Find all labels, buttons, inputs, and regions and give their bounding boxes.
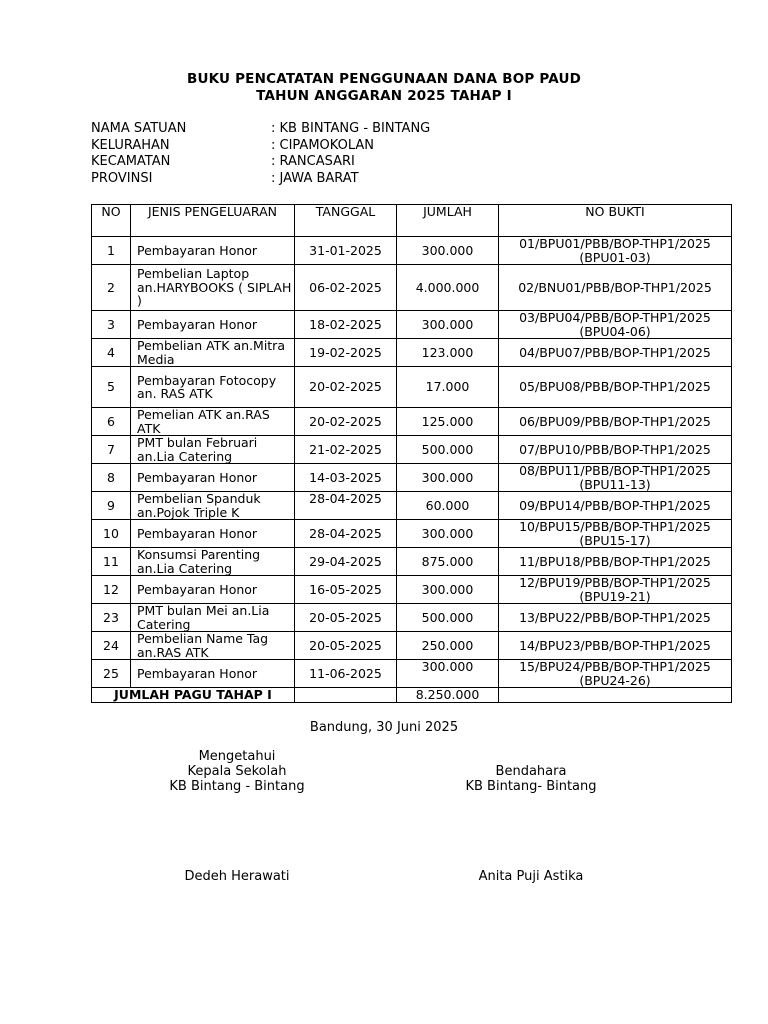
info-label: KECAMATAN (91, 154, 171, 169)
row-tanggal-cell: 06-02-2025 (295, 265, 397, 311)
table-row (92, 237, 732, 265)
row-tanggal-cell: 11-06-2025 (295, 660, 397, 688)
table-row (92, 311, 732, 339)
row-jenis-cell: Pembayaran Honor (131, 237, 295, 265)
row-no-cell: 23 (92, 604, 131, 632)
info-row (91, 121, 430, 138)
row-jenis-cell: PMT bulan Mei an.Lia Catering (131, 604, 295, 632)
header-tanggal: TANGGAL (295, 205, 397, 237)
table-row (92, 548, 732, 576)
row-bukti-cell: 02/BNU01/PBB/BOP-THP1/2025 (499, 265, 732, 311)
row-jumlah-cell: 250.000 (397, 632, 499, 660)
table-header-row (92, 205, 732, 237)
total-empty-cell (499, 688, 732, 703)
info-value: : KB BINTANG - BINTANG (271, 121, 431, 136)
row-tanggal-cell: 31-01-2025 (295, 237, 397, 265)
header-bukti: NO BUKTI (499, 205, 732, 237)
total-label: JUMLAH PAGU TAHAP I (92, 688, 295, 703)
row-jenis-cell: Pembelian ATK an.Mitra Media (131, 339, 295, 367)
row-jenis-cell: Pembelian Name Tag an.RAS ATK (131, 632, 295, 660)
row-bukti-cell: 07/BPU10/PBB/BOP-THP1/2025 (499, 436, 732, 464)
row-no-cell: 11 (92, 548, 131, 576)
row-tanggal-cell: 20-05-2025 (295, 632, 397, 660)
right-sign-line1: Bendahara (495, 764, 567, 779)
info-value: : CIPAMOKOLAN (271, 137, 374, 153)
row-no-cell: 12 (92, 576, 131, 604)
row-tanggal-cell: 18-02-2025 (295, 311, 397, 339)
left-sign-line1: Mengetahui (198, 749, 276, 764)
header-jumlah: JUMLAH (397, 205, 499, 237)
row-tanggal-cell: 16-05-2025 (295, 576, 397, 604)
info-value: : JAWA BARAT (271, 170, 359, 186)
row-jenis-cell: Pembayaran Honor (131, 311, 295, 339)
row-tanggal-cell: 20-02-2025 (295, 367, 397, 408)
row-jumlah-cell: 300.000 (397, 311, 499, 339)
row-bukti-cell: 15/BPU24/PBB/BOP-THP1/2025 (BPU24-26) (499, 660, 732, 688)
row-no-cell: 7 (92, 436, 131, 464)
row-tanggal-cell: 20-05-2025 (295, 604, 397, 632)
expense-table (91, 204, 732, 703)
table-row (92, 408, 732, 436)
row-bukti-cell: 14/BPU23/PBB/BOP-THP1/2025 (499, 632, 732, 660)
row-no-cell: 10 (92, 520, 131, 548)
row-jumlah-cell: 4.000.000 (397, 265, 499, 311)
row-no-cell: 25 (92, 660, 131, 688)
document-title: BUKU PENCATATAN PENGGUNAAN DANA BOP PAUD (186, 71, 582, 87)
right-sign-name: Anita Puji Astika (478, 869, 584, 884)
info-label: PROVINSI (91, 170, 153, 186)
header-no: NO (92, 205, 131, 237)
table-row (92, 660, 732, 688)
info-label: KELURAHAN (91, 137, 170, 153)
left-sign-name: Dedeh Herawati (184, 869, 290, 884)
row-jenis-cell: PMT bulan Februari an.Lia Catering (131, 436, 295, 464)
place-date: Bandung, 30 Juni 2025 (309, 720, 459, 735)
row-jenis-cell: Pembayaran Honor (131, 464, 295, 492)
document-subtitle: TAHUN ANGGARAN 2025 TAHAP I (256, 88, 512, 104)
row-bukti-cell: 10/BPU15/PBB/BOP-THP1/2025 (BPU15-17) (499, 520, 732, 548)
row-jenis-cell: Pembayaran Honor (131, 576, 295, 604)
info-row (91, 138, 430, 155)
row-jumlah-cell: 300.000 (397, 464, 499, 492)
info-row (91, 171, 430, 188)
right-sign-line2: KB Bintang- Bintang (465, 779, 597, 794)
row-jumlah-cell: 123.000 (397, 339, 499, 367)
total-empty-cell (295, 688, 397, 703)
row-jenis-cell: Pembayaran Honor (131, 520, 295, 548)
info-value: : RANCASARI (271, 154, 355, 169)
row-jenis-cell: Konsumsi Parenting an.Lia Catering (131, 548, 295, 576)
table-row (92, 632, 732, 660)
total-value: 8.250.000 (397, 688, 499, 703)
left-sign-line2: Kepala Sekolah (187, 764, 287, 779)
row-bukti-cell: 06/BPU09/PBB/BOP-THP1/2025 (499, 408, 732, 436)
row-jenis-cell: Pemelian ATK an.RAS ATK (131, 408, 295, 436)
row-tanggal-cell: 28-04-2025 (295, 520, 397, 548)
table-row (92, 265, 732, 311)
row-tanggal-cell: 29-04-2025 (295, 548, 397, 576)
unit-info (91, 121, 430, 187)
row-tanggal-cell: 21-02-2025 (295, 436, 397, 464)
row-bukti-cell: 05/BPU08/PBB/BOP-THP1/2025 (499, 367, 732, 408)
row-bukti-cell: 01/BPU01/PBB/BOP-THP1/2025 (BPU01-03) (499, 237, 732, 265)
table-row (92, 464, 732, 492)
row-bukti-cell: 11/BPU18/PBB/BOP-THP1/2025 (499, 548, 732, 576)
row-tanggal-cell: 28-04-2025 (295, 492, 397, 520)
row-no-cell: 6 (92, 408, 131, 436)
row-no-cell: 3 (92, 311, 131, 339)
row-bukti-cell: 08/BPU11/PBB/BOP-THP1/2025 (BPU11-13) (499, 464, 732, 492)
row-jenis-cell: Pembelian Spanduk an.Pojok Triple K (131, 492, 295, 520)
row-no-cell: 5 (92, 367, 131, 408)
row-tanggal-cell: 14-03-2025 (295, 464, 397, 492)
row-jumlah-cell: 500.000 (397, 604, 499, 632)
total-row (92, 688, 732, 703)
row-jumlah-cell: 300.000 (397, 576, 499, 604)
row-no-cell: 24 (92, 632, 131, 660)
table-row (92, 604, 732, 632)
row-tanggal-cell: 19-02-2025 (295, 339, 397, 367)
row-jumlah-cell: 125.000 (397, 408, 499, 436)
header-jenis: JENIS PENGELUARAN (131, 205, 295, 237)
table-row (92, 436, 732, 464)
row-bukti-cell: 04/BPU07/PBB/BOP-THP1/2025 (499, 339, 732, 367)
row-jumlah-cell: 300.000 (397, 520, 499, 548)
row-jumlah-cell: 875.000 (397, 548, 499, 576)
left-sign-line3: KB Bintang - Bintang (169, 779, 305, 794)
row-bukti-cell: 12/BPU19/PBB/BOP-THP1/2025 (BPU19-21) (499, 576, 732, 604)
table-row (92, 492, 732, 520)
table-row (92, 339, 732, 367)
info-label: NAMA SATUAN (91, 121, 187, 136)
row-jenis-cell: Pembelian Laptop an.HARYBOOKS ( SIPLAH ) (131, 265, 295, 311)
row-jumlah-cell: 300.000 (397, 660, 499, 688)
row-jumlah-cell: 300.000 (397, 237, 499, 265)
row-tanggal-cell: 20-02-2025 (295, 408, 397, 436)
table-row (92, 367, 732, 408)
row-no-cell: 2 (92, 265, 131, 311)
row-jumlah-cell: 17.000 (397, 367, 499, 408)
info-row (91, 154, 430, 171)
row-bukti-cell: 03/BPU04/PBB/BOP-THP1/2025 (BPU04-06) (499, 311, 732, 339)
row-jumlah-cell: 60.000 (397, 492, 499, 520)
table-row (92, 520, 732, 548)
row-no-cell: 1 (92, 237, 131, 265)
row-bukti-cell: 09/BPU14/PBB/BOP-THP1/2025 (499, 492, 732, 520)
row-jenis-cell: Pembayaran Honor (131, 660, 295, 688)
row-jumlah-cell: 500.000 (397, 436, 499, 464)
table-row (92, 576, 732, 604)
row-jenis-cell: Pembayaran Fotocopy an. RAS ATK (131, 367, 295, 408)
row-bukti-cell: 13/BPU22/PBB/BOP-THP1/2025 (499, 604, 732, 632)
row-no-cell: 8 (92, 464, 131, 492)
row-no-cell: 9 (92, 492, 131, 520)
row-no-cell: 4 (92, 339, 131, 367)
